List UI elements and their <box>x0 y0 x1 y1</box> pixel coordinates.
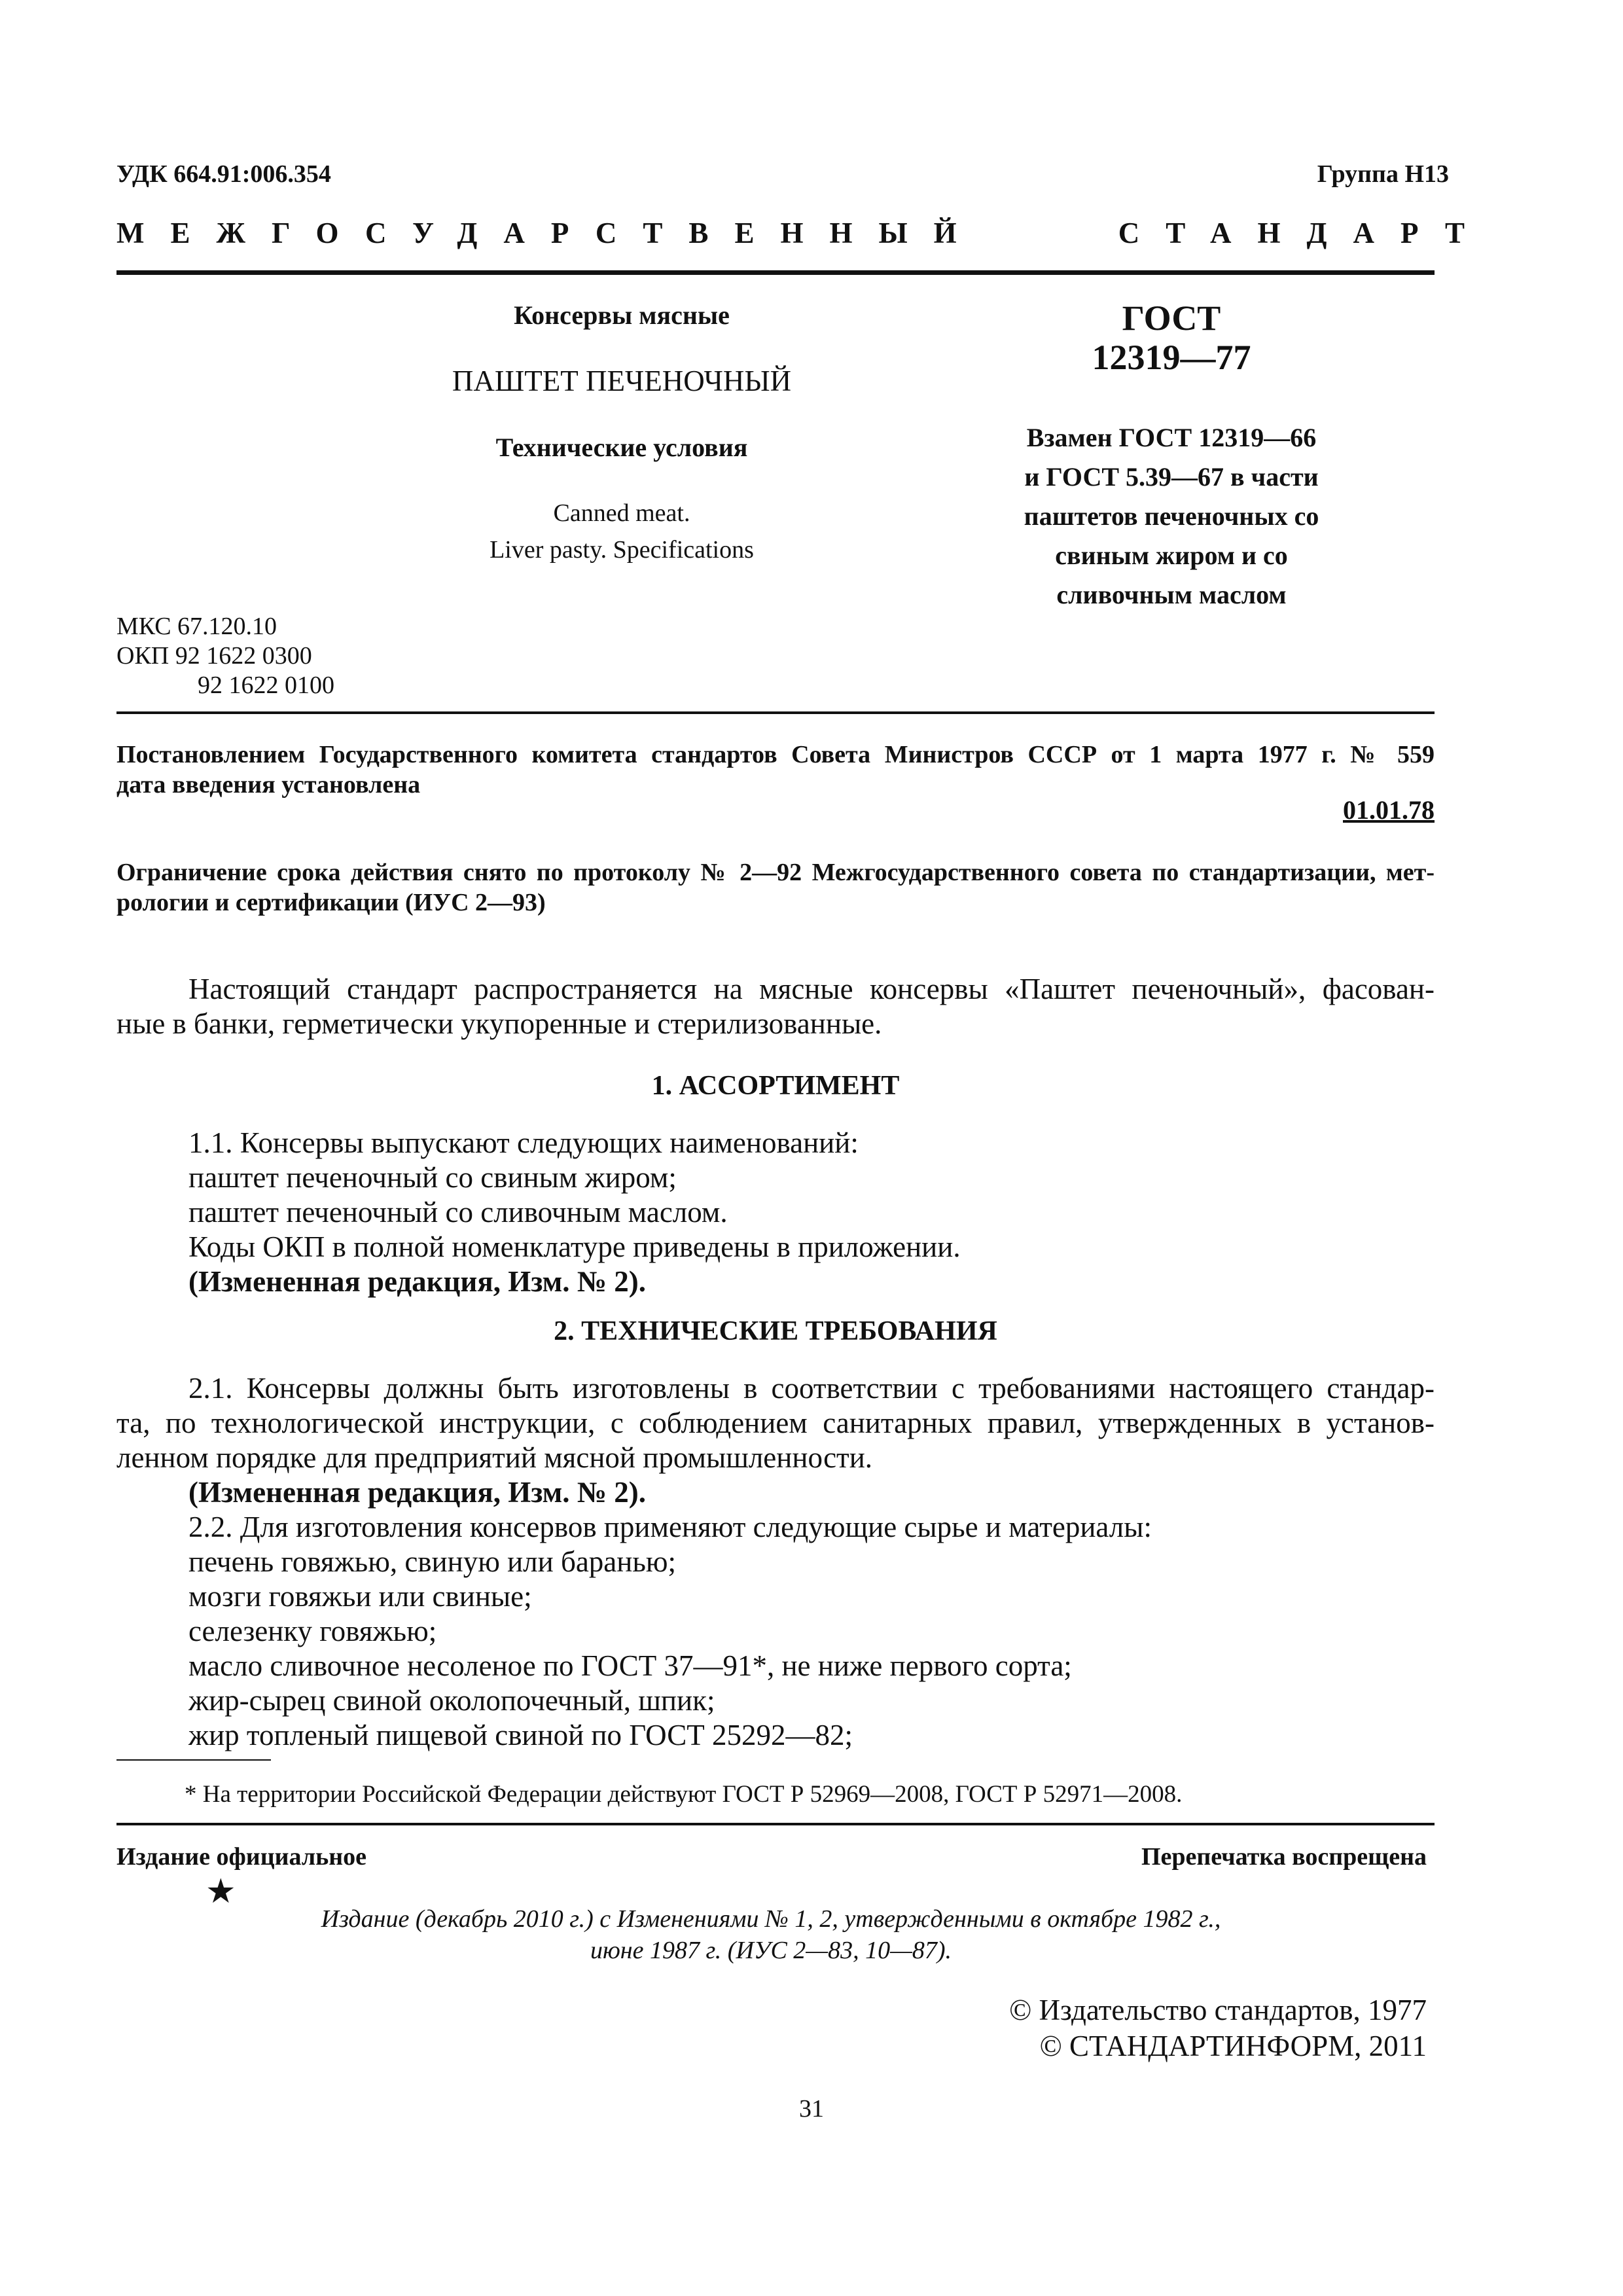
s1-item-1: 1.1. Консервы выпускают следующих наименований: <box>188 1126 859 1159</box>
copyright-2: © СТАНДАРТИНФОРМ, 2011 <box>1039 2030 1427 2062</box>
decree-line-2: дата введения установлена <box>116 771 421 798</box>
replaces-line-1: Взамен ГОСТ 12319—66 <box>1026 423 1317 452</box>
page-number: 31 <box>799 2095 824 2123</box>
title-english-1: Canned meat. <box>553 499 690 527</box>
s2-line-1: 2.2. Для изготовления консервов применяют следующие сырье и материалы: <box>188 1511 1152 1543</box>
footnote: * На территории Российской Федерации действуют ГОСТ Р 52969—2008, ГОСТ Р 52971—2008. <box>185 1781 1183 1808</box>
limitation-line-1: Ограничение срока действия снято по протоколу № 2—92 Межгосударственного совета по стандартизации, мет- <box>116 859 1435 886</box>
limitation-text <box>116 857 1435 918</box>
s2-line-5: масло сливочное несоленое по ГОСТ 37—91*, не ниже первого сорта; <box>188 1649 1072 1682</box>
banner-word-1: МЕЖГОСУДАРСТВЕННЫЙ <box>116 217 983 249</box>
section-2-heading: 2. ТЕХНИЧЕСКИЕ ТРЕБОВАНИЯ <box>554 1316 997 1346</box>
star-icon: ★ <box>205 1873 236 1910</box>
intro-paragraph <box>116 972 1435 1041</box>
s2-p1-line-2: та, по технологической инструкции, с соблюдением санитарных правил, утвержденных в установ- <box>116 1407 1435 1439</box>
copyright-1: © Издательство стандартов, 1977 <box>1009 1994 1427 2026</box>
decree-text <box>116 740 1435 800</box>
s2-line-7: жир топленый пищевой свиной по ГОСТ 25292—82; <box>188 1719 853 1751</box>
title-english-2: Liver pasty. Specifications <box>490 536 754 564</box>
standard-banner <box>116 216 1491 250</box>
limitation-line-2: рологии и сертификации (ИУС 2—93) <box>116 889 546 916</box>
decree-line-1: Постановлением Государственного комитета стандартов Совета Министров СССР от 1 марта 1977 г. № 559 <box>116 741 1435 768</box>
udk-code: УДК 664.91:006.354 <box>116 160 331 188</box>
okp-code-1: ОКП 92 1622 0300 <box>116 642 312 670</box>
section-2-para-1 <box>116 1371 1435 1475</box>
header-rule <box>116 270 1435 275</box>
s1-item-4: Коды ОКП в полной номенклатуре приведены в приложении. <box>188 1230 961 1263</box>
title-subtitle: Технические условия <box>495 433 748 462</box>
title-main: ПАШТЕТ ПЕЧЕНОЧНЫЙ <box>452 365 792 397</box>
s2-p1-line-1: 2.1. Консервы должны быть изготовлены в соответствии с требованиями настоящего стандар- <box>188 1372 1435 1405</box>
s2-line-4: селезенку говяжью; <box>188 1615 437 1647</box>
section-1-body <box>188 1126 1432 1160</box>
s1-item-2: паштет печеночный со свиным жиром; <box>188 1161 677 1194</box>
title-category: Консервы мясные <box>514 300 730 330</box>
section-1-list <box>188 1160 1432 1299</box>
s1-amendment: (Измененная редакция, Изм. № 2). <box>188 1265 647 1298</box>
reprint-prohibited: Перепечатка воспрещена <box>1141 1843 1427 1871</box>
s2-line-2: печень говяжью, свиную или баранью; <box>188 1545 677 1578</box>
mks-code: МКС 67.120.10 <box>116 613 277 640</box>
replaces-line-2: и ГОСТ 5.39—67 в части <box>1024 462 1319 492</box>
s2-p1-line-3: ленном порядке для предприятий мясной промышленности. <box>116 1441 873 1474</box>
s2-amendment: (Измененная редакция, Изм. № 2). <box>188 1476 647 1509</box>
edition-official: Издание официальное <box>116 1843 367 1871</box>
intro-line-1: Настоящий стандарт распространяется на мясные консервы «Паштет печеночный», фасован- <box>188 973 1435 1005</box>
s2-line-3: мозги говяжьи или свиные; <box>188 1580 532 1613</box>
section-1-heading: 1. АССОРТИМЕНТ <box>651 1071 900 1101</box>
codes-rule <box>116 711 1435 714</box>
gost-label: ГОСТ <box>1122 298 1221 338</box>
effective-date: 01.01.78 <box>1343 795 1435 825</box>
banner-word-2: СТАНДАРТ <box>1118 217 1491 249</box>
s1-item-3: паштет печеночный со сливочным маслом. <box>188 1196 728 1229</box>
replaces-line-5: сливочным маслом <box>1056 580 1287 609</box>
footnote-rule <box>116 1759 271 1761</box>
gost-number: 12319—77 <box>1092 338 1251 377</box>
s2-line-6: жир-сырец свиной околопочечный, шпик; <box>188 1684 715 1717</box>
section-2-list <box>188 1475 1432 1753</box>
edition-note-1: Издание (декабрь 2010 г.) с Изменениями № 1, 2, утвержденными в октябре 1982 г., <box>321 1905 1221 1933</box>
okp-code-2: 92 1622 0100 <box>198 672 334 699</box>
group-code: Группа Н13 <box>1317 160 1449 188</box>
edition-note-2: июне 1987 г. (ИУС 2—83, 10—87). <box>590 1937 952 1964</box>
intro-line-2: ные в банки, герметически укупоренные и стерилизованные. <box>116 1007 882 1040</box>
replaces-line-3: паштетов печеночных со <box>1024 501 1319 531</box>
replaces-line-4: свиным жиром и со <box>1055 541 1288 570</box>
footer-rule <box>116 1823 1435 1825</box>
